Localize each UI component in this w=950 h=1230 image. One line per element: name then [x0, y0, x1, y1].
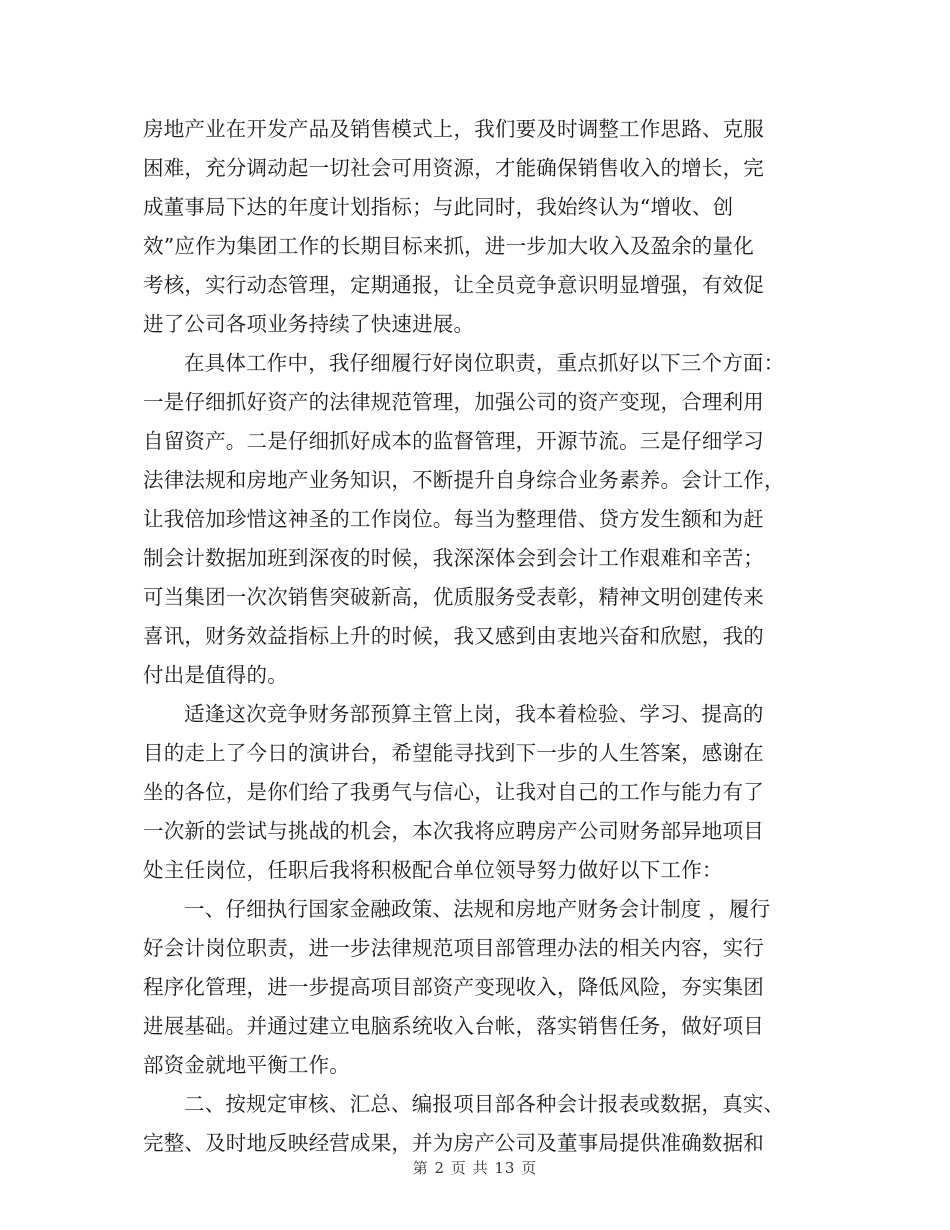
text-line: 在具体工作中，我仔细履行好岗位职责，重点抓好以下三个方面： — [184, 351, 785, 375]
text-line: 制会计数据加班到深夜的时候，我深深体会到会计工作艰难和辛苦； — [143, 546, 764, 570]
text-line: 进展基础。并通过建立电脑系统收入台帐，落实销售任务，做好项目 — [143, 1014, 764, 1038]
text-line: 程序化管理，进一步提高项目部资产变现收入，降低风险，夯实集团 — [143, 975, 764, 999]
text-line: 处主任岗位，任职后我将积极配合单位领导努力做好以下工作： — [143, 858, 723, 882]
text-line: 法律法规和房地产业务知识，不断提升自身综合业务素养。会计工作， — [143, 468, 785, 492]
text-line: 可当集团一次次销售突破新高，优质服务受表彰，精神文明创建传来 — [143, 585, 764, 609]
text-line: 一是仔细抓好资产的法律规范管理，加强公司的资产变现，合理利用 — [143, 390, 764, 414]
text-line: 适逢这次竞争财务部预算主管上岗，我本着检验、学习、提高的 — [184, 702, 764, 726]
page-number-footer: 第 2 页 共 13 页 — [412, 1159, 538, 1177]
text-line: 部资金就地平衡工作。 — [143, 1053, 350, 1077]
text-line: 考核，实行动态管理，定期通报，让全员竞争意识明显增强，有效促 — [143, 273, 764, 297]
text-line: 一次新的尝试与挑战的机会，本次我将应聘房产公司财务部异地项目 — [143, 819, 764, 843]
text-line: 困难，充分调动起一切社会可用资源，才能确保销售收入的增长，完 — [143, 156, 764, 180]
text-line: 完整、及时地反映经营成果，并为房产公司及董事局提供准确数据和 — [143, 1131, 764, 1155]
text-line: 付出是值得的。 — [143, 663, 288, 687]
text-line: 好会计岗位职责，进一步法律规范项目部管理办法的相关内容，实行 — [143, 936, 764, 960]
document-body — [143, 110, 803, 1163]
text-line: 喜讯，财务效益指标上升的时候，我又感到由衷地兴奋和欣慰，我的 — [143, 624, 764, 648]
text-line: 目的走上了今日的演讲台，希望能寻找到下一步的人生答案，感谢在 — [143, 741, 764, 765]
text-line: 房地产业在开发产品及销售模式上，我们要及时调整工作思路、克服 — [143, 117, 764, 141]
text-line: 自留资产。二是仔细抓好成本的监督管理，开源节流。三是仔细学习 — [143, 429, 764, 453]
text-line: 一、仔细执行国家金融政策、法规和房地产财务会计制度 ，履行 — [184, 897, 771, 921]
text-line: 效”应作为集团工作的长期目标来抓，进一步加大收入及盈余的量化 — [143, 234, 754, 258]
text-line: 成董事局下达的年度计划指标；与此同时，我始终认为“增收、创 — [143, 195, 734, 219]
text-line: 让我倍加珍惜这神圣的工作岗位。每当为整理借、贷方发生额和为赶 — [143, 507, 764, 531]
text-line: 进了公司各项业务持续了快速进展。 — [143, 312, 475, 336]
text-line: 坐的各位，是你们给了我勇气与信心，让我对自己的工作与能力有了 — [143, 780, 764, 804]
text-line: 二、按规定审核、汇总、编报项目部各种会计报表或数据，真实、 — [184, 1092, 785, 1116]
